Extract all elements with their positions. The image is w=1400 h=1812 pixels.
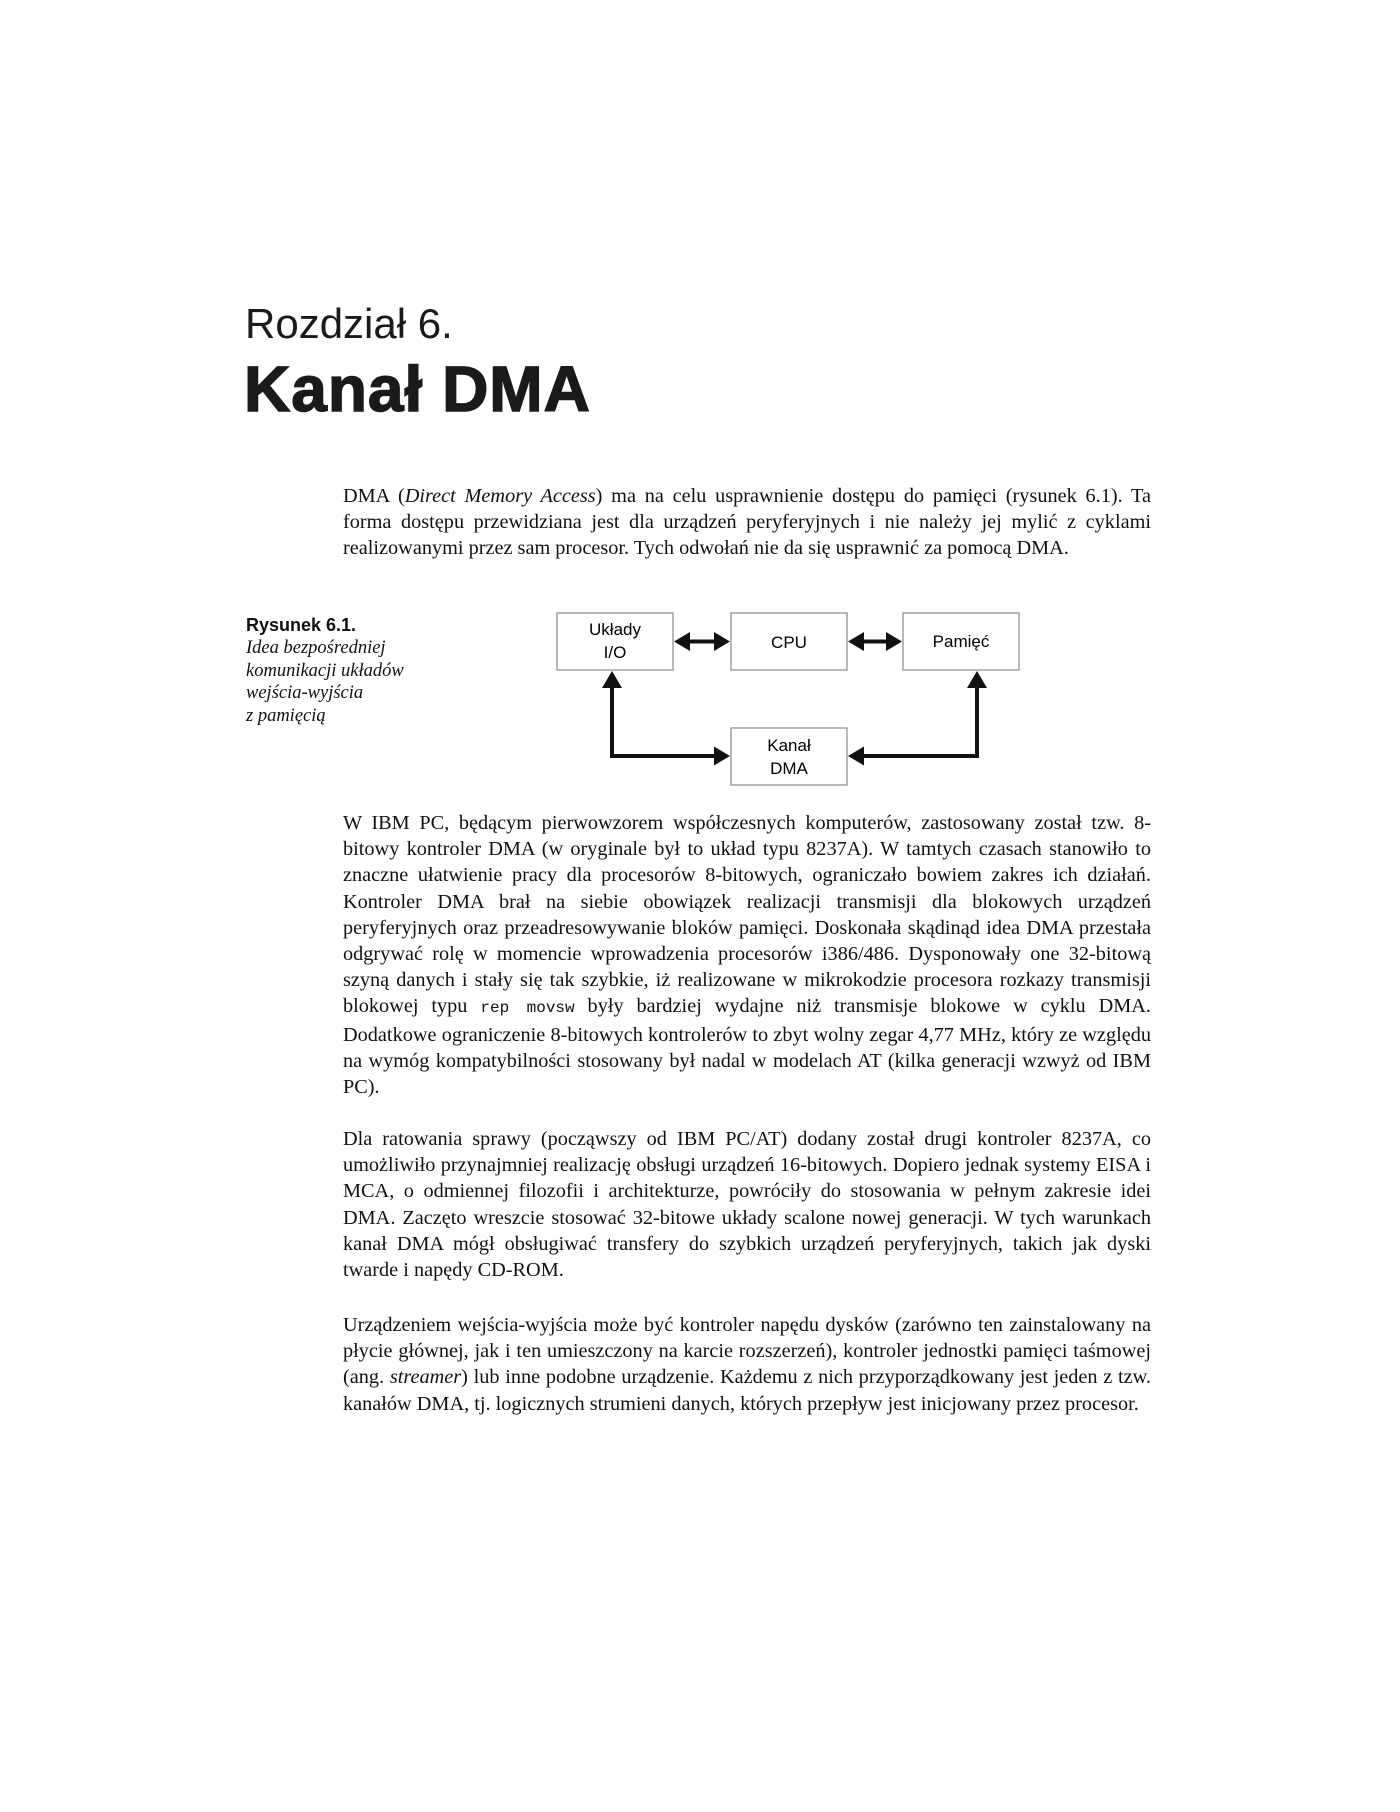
io-cpu-double-arrow xyxy=(674,632,730,651)
text-run: ) ma na celu usprawnienie dostępu do pamięci (rysunek 6.1). Ta forma dostępu przewidziana jest dla urządzeń peryferyjnych i nie należy jej mylić z cyklami realizowanymi przez sam procesor. Tych odwołań nie da się usprawnić za pomocą DMA. xyxy=(343,485,1152,560)
caption-line: wejścia-wyjścia xyxy=(246,683,364,703)
io-label-line1: Układy xyxy=(589,620,641,639)
text-run: były bardziej wydajne niż transmisje blokowe w cyklu DMA. Dodatkowe ograniczenie 8-bitowych kontrolerów to zbyt wolny zegar 4,77 MHz, który ze względu na wymóg kompatybilności stosowany był nadal w modelach AT (kilka generacji wzwyż od IBM PC). xyxy=(343,995,1152,1099)
body-paragraph-pc-at: Dla ratowania sprawy (począwszy od IBM PC/AT) dodany został drugi kontroler 8237A, co umożliwiło przynajmniej realizację obsługi urządzeń 16-bitowych. Dopiero jednak systemy EISA i MCA, o odmiennej filozofii i architekturze, powróciły do stosowania w pełnym zakresie idei DMA. Zaczęto wreszcie stosować 32-bitowe układy scalone nowej generacji. W tych warunkach kanał DMA mógł obsługiwać transfery do szybkich urządzeń peryferyjnych, takich jak dyski twarde i napędy CD-ROM. xyxy=(343,1128,1151,1282)
figure-description xyxy=(246,637,446,727)
figure-label: Rysunek 6.1. xyxy=(246,615,357,635)
body-paragraph-ibm-pc xyxy=(343,810,1151,1100)
memory-label: Pamięć xyxy=(932,632,990,651)
intro-paragraph xyxy=(343,483,1151,562)
dma-diagram xyxy=(545,605,1031,790)
text-run: DMA ( xyxy=(343,485,405,507)
caption-line: Idea bezpośredniej xyxy=(246,638,386,658)
io-label-line2: I/O xyxy=(603,643,627,662)
body-paragraph-io-devices xyxy=(343,1312,1151,1417)
caption-line: z pamięcią xyxy=(246,705,326,726)
dma-io-connector xyxy=(602,671,730,766)
text-run: Urządzeniem wejścia-wyjścia może być kontroler napędu dysków (zarówno ten zainstalowany na płycie głównej, jak i ten umieszczony na karcie rozszerzeń), kontroler jednostki pamięci taśmowej (ang. xyxy=(343,1314,1151,1389)
term-streamer: streamer xyxy=(389,1366,462,1389)
cpu-memory-double-arrow xyxy=(848,632,902,651)
caption-line: komunikacji układów xyxy=(246,660,404,681)
term-direct-memory-access: Direct Memory Access xyxy=(404,485,596,507)
text-run: W IBM PC, będącym pierwowzorem współczesnych komputerów, zastosowany został tzw. 8-bitowy kontroler DMA (w oryginale był to układ typu 8237A). W tamtych czasach stanowiło to znaczne ułatwienie pracy dla procesorów 8-bitowych, ograniczało bowiem zakres ich działań. Kontroler DMA brał na siebie obowiązek realizacji transmisji dla blokowych urządzeń peryferyjnych oraz przeadresowywanie bloków pamięci. Doskonała skądinąd idea DMA przestała odgrywać rolę w momencie wprowadzenia procesorów i386/486. Dysponowały one 32-bitową szyną danych i stały się tak szybkie, iż realizowane w mikrokodzie procesora rozkazy transmisji blokowej typu xyxy=(343,812,1151,1018)
chapter-number: Rozdział 6. xyxy=(245,300,453,347)
text-run: ) lub inne podobne urządzenie. Każdemu z nich przyporządkowany jest jeden z tzw. kanałów DMA, tj. logicznych strumieni danych, których przepływ jest inicjowany przez procesor. xyxy=(343,1366,1152,1415)
dma-label-line2: DMA xyxy=(770,759,808,778)
dma-label-line1: Kanał xyxy=(767,736,811,755)
figure-caption xyxy=(246,613,446,727)
chapter-title: Kanał DMA xyxy=(244,353,591,425)
dma-memory-connector xyxy=(848,671,987,766)
cpu-label: CPU xyxy=(771,633,807,652)
code-rep-movsw: rep movsw xyxy=(480,999,575,1018)
